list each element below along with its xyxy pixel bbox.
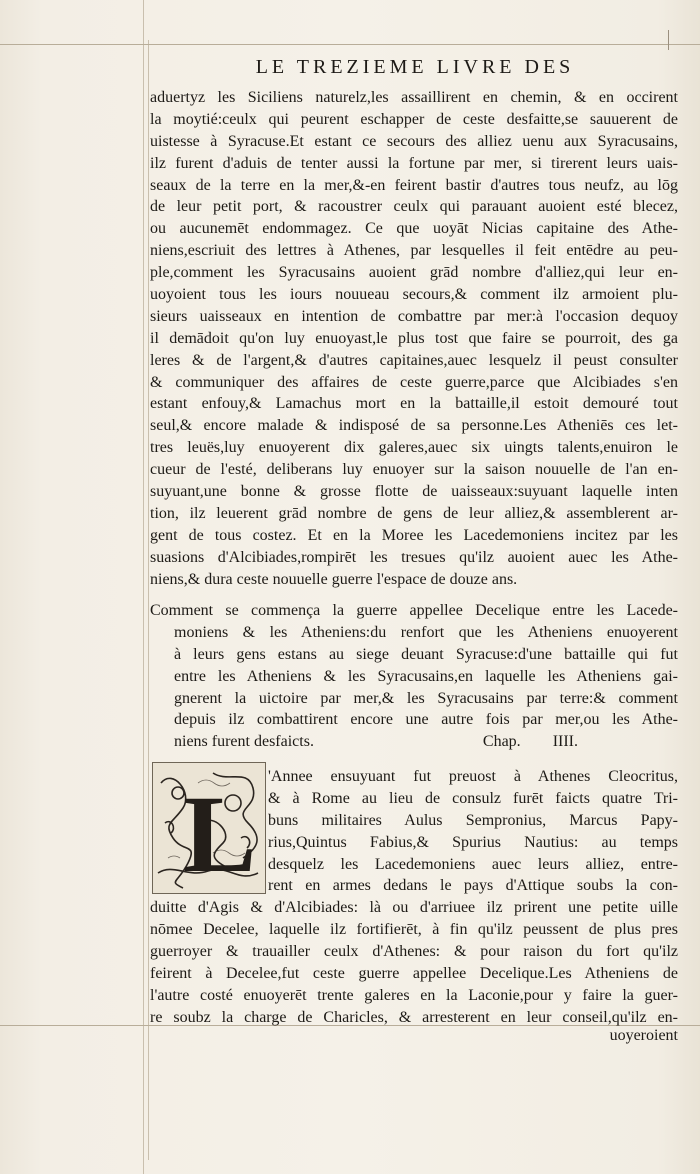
corner-mark	[668, 30, 669, 50]
fold-margin-line	[143, 0, 144, 1174]
text-line: moniens & les Atheniens:du renfort que les Atheniens enuoyerent	[174, 623, 678, 641]
text-line: sieurs uaisseaux en intention de combattre par mer:à l'occasion dequoy	[150, 307, 678, 325]
text-line: desquelz les Lacedemoniens auec leurs alliez, entre-	[268, 855, 678, 873]
text-line: & à Rome au lieu de consulz furēt faicts quatre Tri-	[268, 789, 678, 807]
text-line: niens,& dura ceste nouuelle guerre l'espace de douze ans.	[150, 570, 518, 588]
drop-cap-letter: L	[183, 773, 257, 893]
inner-margin-line	[148, 40, 149, 1160]
text-line: duitte d'Agis & d'Alcibiades: là ou d'arriuee ilz prirent une petite uille	[150, 899, 678, 917]
text-line: entre les Atheniens & les Syracusains,en laquelle les Atheniens gai-	[174, 667, 678, 685]
text-line: 'Annee ensuyuant fut preuost à Athenes Cleocritus,	[268, 768, 678, 785]
text-line: gent de tous costez. Et en la Moree les Lacedemoniens incitez par les	[150, 526, 678, 544]
text-line: à leurs gens estans au siege deuant Syracuse:d'une battaille qui fut	[174, 645, 678, 663]
text-line: niens,escriuit des lettres à Athenes, par lesquelles il feit entēdre au peu-	[150, 242, 678, 260]
text-line: depuis ilz combattirent encore une autre fois par mer,ou les Athe-	[174, 711, 678, 729]
text-line: tres leuës,luy enuoyerent dix galeres,auec six uingts talents,enuiron le	[150, 439, 678, 457]
chap-label: Chap.	[482, 733, 521, 751]
text-line: & communiquer des affaires de ceste guerre,parce que Alcibiades s'en	[150, 373, 678, 391]
text-line: rent en armes dedans le pays d'Attique soubs la con-	[268, 877, 678, 895]
text-line: cueur de l'esté, deliberans luy enuoyer sur la saison nouuelle de l'an en-	[150, 461, 678, 479]
text-line: de leur petit port, & racoustrer ceulx qui parauant auoient esté blecez,	[150, 198, 678, 216]
running-header: LE TREZIEME LIVRE DES	[255, 56, 575, 78]
text-line: seul,& encore malade & indisposé de sa personne.Les Atheniēs ces let-	[150, 417, 678, 435]
text-line: rius,Quintus Fabius,& Spurius Nautius: au temps	[268, 833, 678, 851]
text-line: aduertyz les Siciliens naturelz,les assaillirent en chemin, & en occirent	[150, 89, 678, 106]
text-line: uistesse à Syracuse.Et estant ce secours des alliez uenu aux Syracusains,	[150, 132, 678, 150]
text-line: suasions d'Alcibiades,rompirēt les tresues qu'ilz auoient auec les Athe-	[150, 548, 678, 566]
text-line: ple,comment les Syracusains auoient grād nombre d'alliez,qui leur en-	[150, 264, 678, 282]
text-line: ou aucunemēt endommagez. Ce que uoyāt Nicias capitaine des Athe-	[150, 220, 678, 238]
text-line: ilz furent d'aduis de tenter aussi la fortune par mer, si tirerent leurs uais-	[150, 154, 678, 172]
paragraph-1	[150, 87, 678, 590]
text-line: Comment se commença la guerre appellee Decelique entre les Lacede-	[150, 602, 678, 619]
text-line: la moytié:ceulx qui peurent eschapper de ceste desfaitte,se sauuerent de	[150, 110, 678, 128]
text-line: guerroyer & trauailler ceulx d'Athenes: & pour raison du fort qu'ilz	[150, 943, 678, 961]
text-line: nōmee Decelee, laquelle ilz fortifierēt, à fin qu'ilz peussent de plus pres	[150, 921, 678, 939]
text-line: feirent à Decelee,fut ceste guerre appellee Decelique.Les Atheniens de	[150, 965, 678, 983]
text-line: l'autre costé enuoyerēt trente galeres en la Laconie,pour y faire la guer-	[150, 986, 678, 1004]
chapter-number-label	[483, 731, 578, 753]
chapter-heading-end: niens furent desfaicts.	[174, 733, 314, 751]
catchword: uoyeroient	[609, 1027, 678, 1044]
chapter-heading-last-line	[150, 731, 678, 753]
text-line: estant enfouy,& Lamachus mort en la battaille,il estoit demouré tout	[150, 395, 678, 413]
text-line: re soubz la charge de Charicles, & arresterent en leur conseil,qu'ilz en-	[150, 1008, 678, 1026]
text-line: suyuant,une bonne & grosse flotte de uaisseaux:suyuant laquelle inten	[150, 483, 678, 501]
chapter-heading	[150, 600, 678, 753]
text-line: leres & de l'argent,& d'autres capitaines,auec lesquelz il peust consulter	[150, 351, 678, 369]
text-line: uoyoient tous les iours nouueau secours,& comment ilz armoient plu-	[150, 286, 678, 304]
text-line: buns militaires Aulus Sempronius, Marcus Papy-	[268, 811, 678, 829]
text-line: gnerent la uictoire par mer,& les Syracusains par terre:& comment	[174, 689, 678, 707]
text-line: seaux de la terre en la mer,&-en feirent bastir d'autres tous neufz, au lōg	[150, 176, 678, 194]
paragraph-2	[150, 766, 678, 1029]
top-rule	[0, 44, 700, 45]
text-line: il demādoit qu'on luy enuoyast,le plus tost que faire se pourroit, des ga	[150, 329, 678, 347]
text-line: tion, ilz leuerent grād nombre de gens de leur alliez,& assemblerent ar-	[150, 504, 678, 522]
chap-number: IIII.	[552, 733, 578, 751]
